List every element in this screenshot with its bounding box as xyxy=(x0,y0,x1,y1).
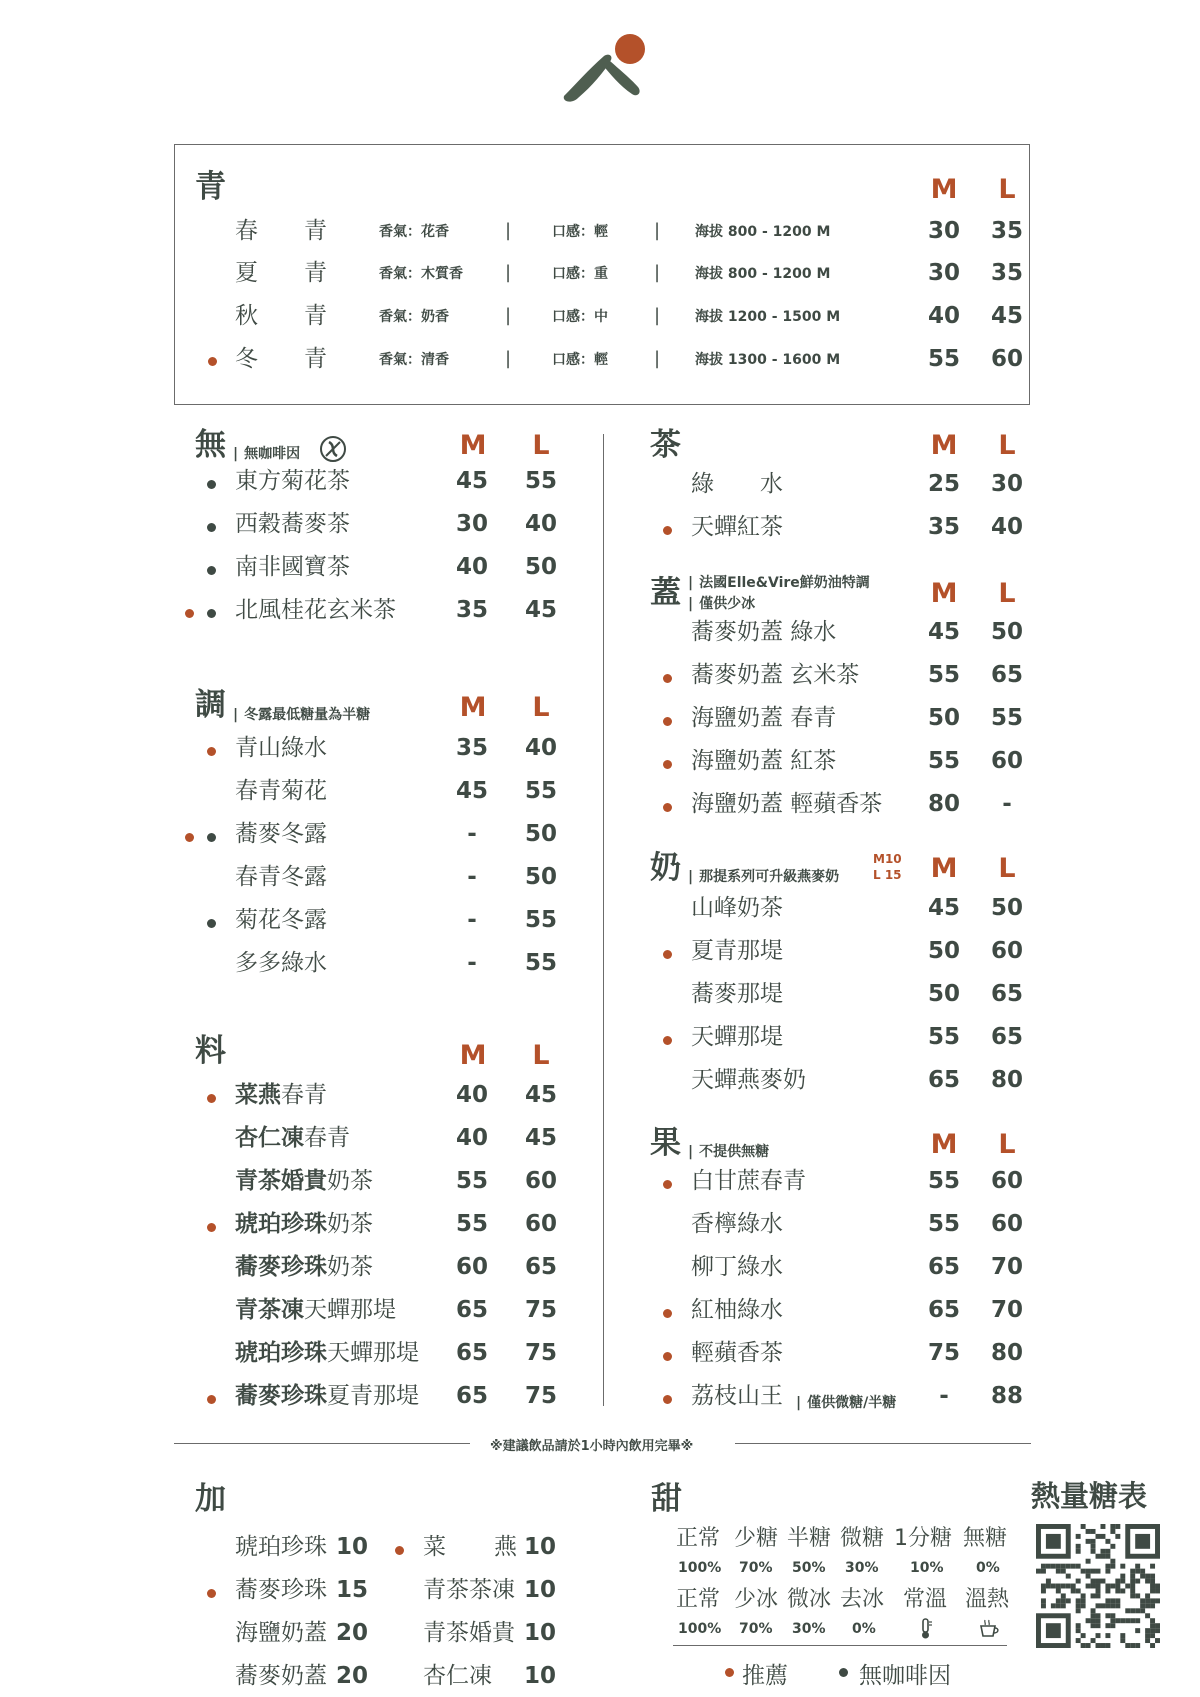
cha-item-name-b: 水 xyxy=(760,471,783,497)
gai-note-2 xyxy=(688,593,755,613)
liao-price-l: 75 xyxy=(524,1383,557,1409)
liao-price-m: 65 xyxy=(455,1340,488,1366)
qing-price-m: 55 xyxy=(927,346,960,372)
gai-price-m: 45 xyxy=(927,619,960,645)
guo-note xyxy=(688,1141,769,1161)
jia-recommend-dot xyxy=(207,1589,216,1598)
gai-price-m: 55 xyxy=(927,662,960,688)
qing-altitude: 海拔 800 - 1200 M xyxy=(695,224,831,240)
guo-item-name: 柳丁綠水 xyxy=(691,1254,783,1280)
qing-divider-2: | xyxy=(654,305,661,326)
qing-price-l: 60 xyxy=(990,346,1023,372)
liao-item-name xyxy=(235,1170,373,1193)
wu-price-l: 50 xyxy=(524,554,557,580)
guo-price-m: 55 xyxy=(927,1211,960,1237)
liao-item-topping: 琥珀珍珠 xyxy=(235,1211,327,1237)
sugar-level: 微糖 xyxy=(840,1526,885,1551)
qing-altitude: 海拔 800 - 1200 M xyxy=(695,266,831,282)
wu-decaf-dot xyxy=(207,523,216,532)
gai-item-name: 海鹽奶蓋 春青 xyxy=(691,705,837,731)
liao-price-m: 65 xyxy=(455,1383,488,1409)
diao-item-name: 蕎麥冬露 xyxy=(235,821,327,847)
liao-price-m: 65 xyxy=(455,1297,488,1323)
nai-item-name: 山峰奶茶 xyxy=(691,895,783,921)
wu-price-l: 55 xyxy=(524,468,557,494)
diao-title: 調 xyxy=(195,687,226,723)
jia-topping-name: 蕎麥奶蓋 xyxy=(235,1663,327,1689)
qing-altitude: 海拔 1200 - 1500 M xyxy=(695,309,841,325)
cha-price-l: 40 xyxy=(990,514,1023,540)
liao-price-l: 45 xyxy=(524,1082,557,1108)
jia-topping-name: 杏仁凍 xyxy=(423,1663,492,1689)
ice-level: 正常 xyxy=(676,1587,721,1612)
jia-topping-name: 琥珀珍珠 xyxy=(235,1534,327,1560)
sugar-level: 半糖 xyxy=(787,1526,832,1551)
qing-item-char2: 青 xyxy=(304,303,327,329)
gai-recommend-dot xyxy=(663,717,672,726)
wu-note-sep: | xyxy=(233,446,239,462)
sugar-percent: 100% xyxy=(678,1560,722,1576)
guo-price-m: 65 xyxy=(927,1297,960,1323)
cha-price-m: 35 xyxy=(927,514,960,540)
wu-item-name: 西穀蕎麥茶 xyxy=(235,511,350,537)
nai-item-name: 天蟬那堤 xyxy=(691,1024,783,1050)
liao-recommend-dot xyxy=(207,1395,216,1404)
guo-price-l: 88 xyxy=(990,1383,1023,1409)
jia-topping-price: 10 xyxy=(335,1534,368,1560)
qing-taste: 口感：輕 xyxy=(552,224,608,240)
diao-price-l: 55 xyxy=(524,907,557,933)
footnote-line-left xyxy=(174,1443,470,1444)
jia-title: 加 xyxy=(195,1481,226,1517)
legend-decaf: 無咖啡因 xyxy=(859,1663,951,1689)
liao-item-name xyxy=(235,1084,327,1107)
liao-price-l: 75 xyxy=(524,1340,557,1366)
jia-topping-price: 10 xyxy=(523,1620,556,1646)
gai-note-sep: | xyxy=(688,575,694,591)
diao-price-m: - xyxy=(467,907,477,933)
liao-item-name xyxy=(235,1385,419,1408)
gai-item-name: 蕎麥奶蓋 玄米茶 xyxy=(691,662,860,688)
jia-recommend-dot xyxy=(395,1546,404,1555)
gai-note-sep: | xyxy=(688,596,694,612)
liao-item-topping: 青茶婚貴 xyxy=(235,1168,327,1194)
jia-topping-price: 20 xyxy=(335,1620,368,1646)
qing-taste: 口感：重 xyxy=(552,266,608,282)
guo-title: 果 xyxy=(650,1125,681,1161)
guo-price-m: 75 xyxy=(927,1340,960,1366)
liao-item-name xyxy=(235,1256,373,1279)
nai-price-l: 50 xyxy=(990,895,1023,921)
guo-price-l: 80 xyxy=(990,1340,1023,1366)
nai-note-text: 那提系列可升級燕麥奶 xyxy=(699,869,840,885)
liao-item-topping: 菜燕 xyxy=(235,1082,281,1108)
nai-price-m: 50 xyxy=(927,938,960,964)
gai-price-m: 50 xyxy=(927,705,960,731)
qing-item-char1: 春 xyxy=(235,218,258,244)
sugar-percent: 10% xyxy=(910,1560,944,1576)
guo-item-name: 紅柚綠水 xyxy=(691,1297,783,1323)
cha-item-name-a: 綠 xyxy=(691,471,714,497)
qr-title: 熱量糖表 xyxy=(1031,1479,1148,1513)
qing-price-m: 30 xyxy=(927,260,960,286)
qing-price-m: 40 xyxy=(927,303,960,329)
wu-price-m: 35 xyxy=(455,597,488,623)
wu-header-l: L xyxy=(532,430,550,461)
diao-header-l: L xyxy=(532,692,550,723)
qing-price-l: 35 xyxy=(990,218,1023,244)
gai-recommend-dot xyxy=(663,760,672,769)
liao-header-m: M xyxy=(459,1040,487,1071)
nai-price-l: 65 xyxy=(990,981,1023,1007)
diao-price-l: 55 xyxy=(524,778,557,804)
qing-taste: 口感：輕 xyxy=(552,352,608,368)
guo-last-note xyxy=(796,1392,896,1412)
gai-item-name: 蕎麥奶蓋 綠水 xyxy=(691,619,837,645)
ice-percent: 100% xyxy=(678,1621,722,1637)
qing-price-l: 35 xyxy=(990,260,1023,286)
liao-item-base: 夏青那堤 xyxy=(327,1383,419,1409)
nai-item-name: 天蟬燕麥奶 xyxy=(691,1067,806,1093)
sugar-level: 1分糖 xyxy=(894,1526,952,1551)
sugar-percent: 50% xyxy=(792,1560,826,1576)
qing-divider-1: | xyxy=(505,305,512,326)
nai-price-m: 45 xyxy=(927,895,960,921)
liao-item-base: 春青 xyxy=(304,1125,350,1151)
cha-header-m: M xyxy=(930,430,958,461)
nai-note-sep: | xyxy=(688,869,694,885)
diao-price-m: - xyxy=(467,950,477,976)
qing-aroma: 香氣：清香 xyxy=(379,352,449,368)
nai-header-l: L xyxy=(998,853,1016,884)
qing-item-char2: 青 xyxy=(304,218,327,244)
ice-percent: 70% xyxy=(739,1621,773,1637)
liao-item-topping: 青茶凍 xyxy=(235,1297,304,1323)
jia-topping-name: 青茶婚貴 xyxy=(423,1620,515,1646)
sugar-percent: 0% xyxy=(976,1560,1000,1576)
cha-title: 茶 xyxy=(650,427,681,463)
guo-item-name: 香檸綠水 xyxy=(691,1211,783,1237)
guo-last-note-sep: | xyxy=(796,1395,802,1411)
guo-header-m: M xyxy=(930,1129,958,1160)
qing-title: 青 xyxy=(195,169,226,205)
guo-recommend-dot xyxy=(663,1352,672,1361)
nai-price-m: 65 xyxy=(927,1067,960,1093)
ice-level: 微冰 xyxy=(787,1587,832,1612)
gai-price-l: 60 xyxy=(990,748,1023,774)
diao-price-l: 50 xyxy=(524,821,557,847)
nai-item-name: 夏青那堤 xyxy=(691,938,783,964)
legend-line xyxy=(673,1645,1007,1646)
liao-item-base: 奶茶 xyxy=(327,1168,373,1194)
sugar-level: 正常 xyxy=(676,1526,721,1551)
wu-decaf-dot xyxy=(207,566,216,575)
qing-divider-1: | xyxy=(505,262,512,283)
diao-recommend-dot xyxy=(207,747,216,756)
guo-item-name: 白甘蔗春青 xyxy=(691,1168,806,1194)
qing-item-char1: 秋 xyxy=(235,303,258,329)
guo-header-l: L xyxy=(998,1129,1016,1160)
liao-item-name xyxy=(235,1342,419,1365)
gai-price-l: - xyxy=(1002,791,1012,817)
qr-code[interactable] xyxy=(1036,1524,1160,1648)
guo-price-m: 55 xyxy=(927,1168,960,1194)
guo-note-sep: | xyxy=(688,1144,694,1160)
gai-title: 蓋 xyxy=(650,575,681,611)
jia-topping-price: 10 xyxy=(523,1663,556,1689)
liao-title: 料 xyxy=(195,1033,226,1069)
wu-note xyxy=(233,443,300,463)
diao-price-m: - xyxy=(467,821,477,847)
gai-header-l: L xyxy=(998,578,1016,609)
diao-note-text: 冬露最低糖量為半糖 xyxy=(244,707,371,723)
hot-cup-icon xyxy=(978,1618,1000,1642)
qing-aroma: 香氣：奶香 xyxy=(379,309,449,325)
qing-aroma: 香氣：木質香 xyxy=(379,266,463,282)
qing-divider-2: | xyxy=(654,348,661,369)
liao-item-base: 春青 xyxy=(281,1082,327,1108)
guo-price-m: 65 xyxy=(927,1254,960,1280)
liao-price-m: 55 xyxy=(455,1168,488,1194)
wu-price-l: 45 xyxy=(524,597,557,623)
diao-item-name: 多多綠水 xyxy=(235,950,327,976)
wu-item-name: 東方菊花茶 xyxy=(235,468,350,494)
ice-percent: 30% xyxy=(792,1621,826,1637)
liao-price-l: 60 xyxy=(524,1168,557,1194)
qing-divider-1: | xyxy=(505,348,512,369)
diao-item-name: 青山綠水 xyxy=(235,735,327,761)
jia-topping-name-b: 燕 xyxy=(494,1534,517,1560)
liao-price-m: 40 xyxy=(455,1125,488,1151)
guo-recommend-dot xyxy=(663,1395,672,1404)
diao-price-l: 55 xyxy=(524,950,557,976)
wu-title: 無 xyxy=(195,427,226,463)
liao-price-l: 45 xyxy=(524,1125,557,1151)
jia-topping-name: 青茶茶凍 xyxy=(423,1577,515,1603)
wu-item-name: 北風桂花玄米茶 xyxy=(235,597,396,623)
liao-item-base: 天蟬那堤 xyxy=(304,1297,396,1323)
guo-item-name: 輕蘋香茶 xyxy=(691,1340,783,1366)
sugar-level: 無糖 xyxy=(963,1526,1008,1551)
gai-price-l: 65 xyxy=(990,662,1023,688)
footnote-line-right xyxy=(735,1443,1031,1444)
gai-price-m: 55 xyxy=(927,748,960,774)
guo-price-l: 70 xyxy=(990,1297,1023,1323)
qing-header-l: L xyxy=(998,174,1016,205)
liao-item-name xyxy=(235,1213,373,1236)
nai-recommend-dot xyxy=(663,1036,672,1045)
diao-header-m: M xyxy=(459,692,487,723)
liao-item-base: 天蟬那堤 xyxy=(327,1340,419,1366)
jia-topping-price: 20 xyxy=(335,1663,368,1689)
qing-item-char1: 冬 xyxy=(235,346,258,372)
liao-header-l: L xyxy=(532,1040,550,1071)
footnote: ※建議飲品請於1小時內飲用完畢※ xyxy=(490,1439,694,1454)
liao-item-topping: 蕎麥珍珠 xyxy=(235,1254,327,1280)
diao-price-m: 35 xyxy=(455,735,488,761)
sugar-level: 少糖 xyxy=(734,1526,779,1551)
qing-taste: 口感：中 xyxy=(552,309,608,325)
diao-price-l: 50 xyxy=(524,864,557,890)
cha-price-l: 30 xyxy=(990,471,1023,497)
liao-item-topping: 琥珀珍珠 xyxy=(235,1340,327,1366)
thermometer-icon xyxy=(918,1618,934,1644)
qing-aroma: 香氣：花香 xyxy=(379,224,449,240)
diao-note-sep: | xyxy=(233,707,239,723)
liao-price-l: 75 xyxy=(524,1297,557,1323)
jia-topping-name-a: 菜 xyxy=(423,1534,446,1560)
nai-price-l: 65 xyxy=(990,1024,1023,1050)
liao-item-name xyxy=(235,1299,396,1322)
nai-upgrade-m: M10 xyxy=(873,852,902,866)
ice-level: 去冰 xyxy=(840,1587,885,1612)
jia-topping-price: 10 xyxy=(523,1534,556,1560)
wu-item-name: 南非國寶茶 xyxy=(235,554,350,580)
cha-header-l: L xyxy=(998,430,1016,461)
qing-price-m: 30 xyxy=(927,218,960,244)
qing-divider-2: | xyxy=(654,220,661,241)
guo-price-l: 60 xyxy=(990,1168,1023,1194)
gai-price-m: 80 xyxy=(927,791,960,817)
jia-topping-price: 15 xyxy=(335,1577,368,1603)
liao-item-base: 奶茶 xyxy=(327,1211,373,1237)
qing-divider-1: | xyxy=(505,220,512,241)
cha-item-name: 天蟬紅茶 xyxy=(691,514,783,540)
gai-item-name: 海鹽奶蓋 輕蘋香茶 xyxy=(691,791,883,817)
wu-note-text: 無咖啡因 xyxy=(244,446,301,462)
wu-price-m: 40 xyxy=(455,554,488,580)
liao-item-topping: 蕎麥珍珠 xyxy=(235,1383,327,1409)
decaf-icon xyxy=(320,436,346,462)
jia-topping-name: 蕎麥珍珠 xyxy=(235,1577,327,1603)
ice-level: 溫熱 xyxy=(965,1587,1010,1612)
qing-price-l: 45 xyxy=(990,303,1023,329)
guo-price-m: - xyxy=(939,1383,949,1409)
liao-recommend-dot xyxy=(207,1223,216,1232)
qing-altitude: 海拔 1300 - 1600 M xyxy=(695,352,841,368)
legend-recommend: 推薦 xyxy=(742,1663,788,1689)
guo-price-l: 60 xyxy=(990,1211,1023,1237)
nai-price-l: 60 xyxy=(990,938,1023,964)
guo-recommend-dot xyxy=(663,1309,672,1318)
sugar-percent: 30% xyxy=(845,1560,879,1576)
wu-recommend-dot xyxy=(185,609,194,618)
wu-decaf-dot xyxy=(207,609,216,618)
legend-decaf-dot xyxy=(839,1668,848,1677)
jia-topping-name: 海鹽奶蓋 xyxy=(235,1620,327,1646)
diao-recommend-dot xyxy=(185,833,194,842)
liao-price-m: 60 xyxy=(455,1254,488,1280)
brand-logo xyxy=(558,34,658,106)
gai-note-text: 法國Elle&Vire鮮奶油特調 xyxy=(699,575,870,591)
liao-price-l: 60 xyxy=(524,1211,557,1237)
gai-header-m: M xyxy=(930,578,958,609)
wu-decaf-dot xyxy=(207,480,216,489)
diao-note xyxy=(233,704,370,724)
nai-price-l: 80 xyxy=(990,1067,1023,1093)
gai-recommend-dot xyxy=(663,674,672,683)
diao-price-l: 40 xyxy=(524,735,557,761)
tian-title: 甜 xyxy=(651,1481,682,1517)
gai-price-l: 55 xyxy=(990,705,1023,731)
ice-percent: 0% xyxy=(852,1621,876,1637)
gai-note-1 xyxy=(688,572,870,592)
qing-recommend-dot xyxy=(208,357,217,366)
wu-price-m: 30 xyxy=(455,511,488,537)
ice-level: 少冰 xyxy=(734,1587,779,1612)
diao-item-name: 春青冬露 xyxy=(235,864,327,890)
nai-header-m: M xyxy=(930,853,958,884)
liao-item-topping: 杏仁凍 xyxy=(235,1125,304,1151)
nai-price-m: 50 xyxy=(927,981,960,1007)
liao-price-m: 40 xyxy=(455,1082,488,1108)
cha-recommend-dot xyxy=(663,526,672,535)
nai-note xyxy=(688,866,839,886)
gai-item-name: 海鹽奶蓋 紅茶 xyxy=(691,748,837,774)
liao-price-l: 65 xyxy=(524,1254,557,1280)
wu-header-m: M xyxy=(459,430,487,461)
qing-item-char2: 青 xyxy=(304,260,327,286)
qing-divider-2: | xyxy=(654,262,661,283)
cha-price-m: 25 xyxy=(927,471,960,497)
diao-item-name: 春青菊花 xyxy=(235,778,327,804)
nai-recommend-dot xyxy=(663,950,672,959)
ice-level: 常溫 xyxy=(903,1587,948,1612)
sugar-percent: 70% xyxy=(739,1560,773,1576)
jia-topping-price: 10 xyxy=(523,1577,556,1603)
diao-decaf-dot xyxy=(207,919,216,928)
nai-item-name: 蕎麥那堤 xyxy=(691,981,783,1007)
gai-price-l: 50 xyxy=(990,619,1023,645)
legend-recommend-dot xyxy=(725,1668,734,1677)
guo-recommend-dot xyxy=(663,1180,672,1189)
nai-price-m: 55 xyxy=(927,1024,960,1050)
guo-price-l: 70 xyxy=(990,1254,1023,1280)
diao-price-m: - xyxy=(467,864,477,890)
diao-item-name: 菊花冬露 xyxy=(235,907,327,933)
column-divider xyxy=(603,434,604,1406)
liao-item-base: 奶茶 xyxy=(327,1254,373,1280)
nai-upgrade-l: L 15 xyxy=(873,868,902,882)
liao-item-name xyxy=(235,1127,350,1150)
gai-note-text: 僅供少冰 xyxy=(699,596,756,612)
liao-recommend-dot xyxy=(207,1094,216,1103)
gai-recommend-dot xyxy=(663,803,672,812)
guo-last-note-text: 僅供微糖/半糖 xyxy=(807,1395,897,1411)
nai-title: 奶 xyxy=(650,850,681,886)
qing-item-char2: 青 xyxy=(304,346,327,372)
wu-price-m: 45 xyxy=(455,468,488,494)
diao-price-m: 45 xyxy=(455,778,488,804)
liao-price-m: 55 xyxy=(455,1211,488,1237)
qing-header-m: M xyxy=(930,174,958,205)
qing-item-char1: 夏 xyxy=(235,260,258,286)
wu-price-l: 40 xyxy=(524,511,557,537)
guo-note-text: 不提供無糖 xyxy=(699,1144,770,1160)
guo-item-name: 荔枝山王 xyxy=(691,1383,783,1409)
diao-decaf-dot xyxy=(207,833,216,842)
